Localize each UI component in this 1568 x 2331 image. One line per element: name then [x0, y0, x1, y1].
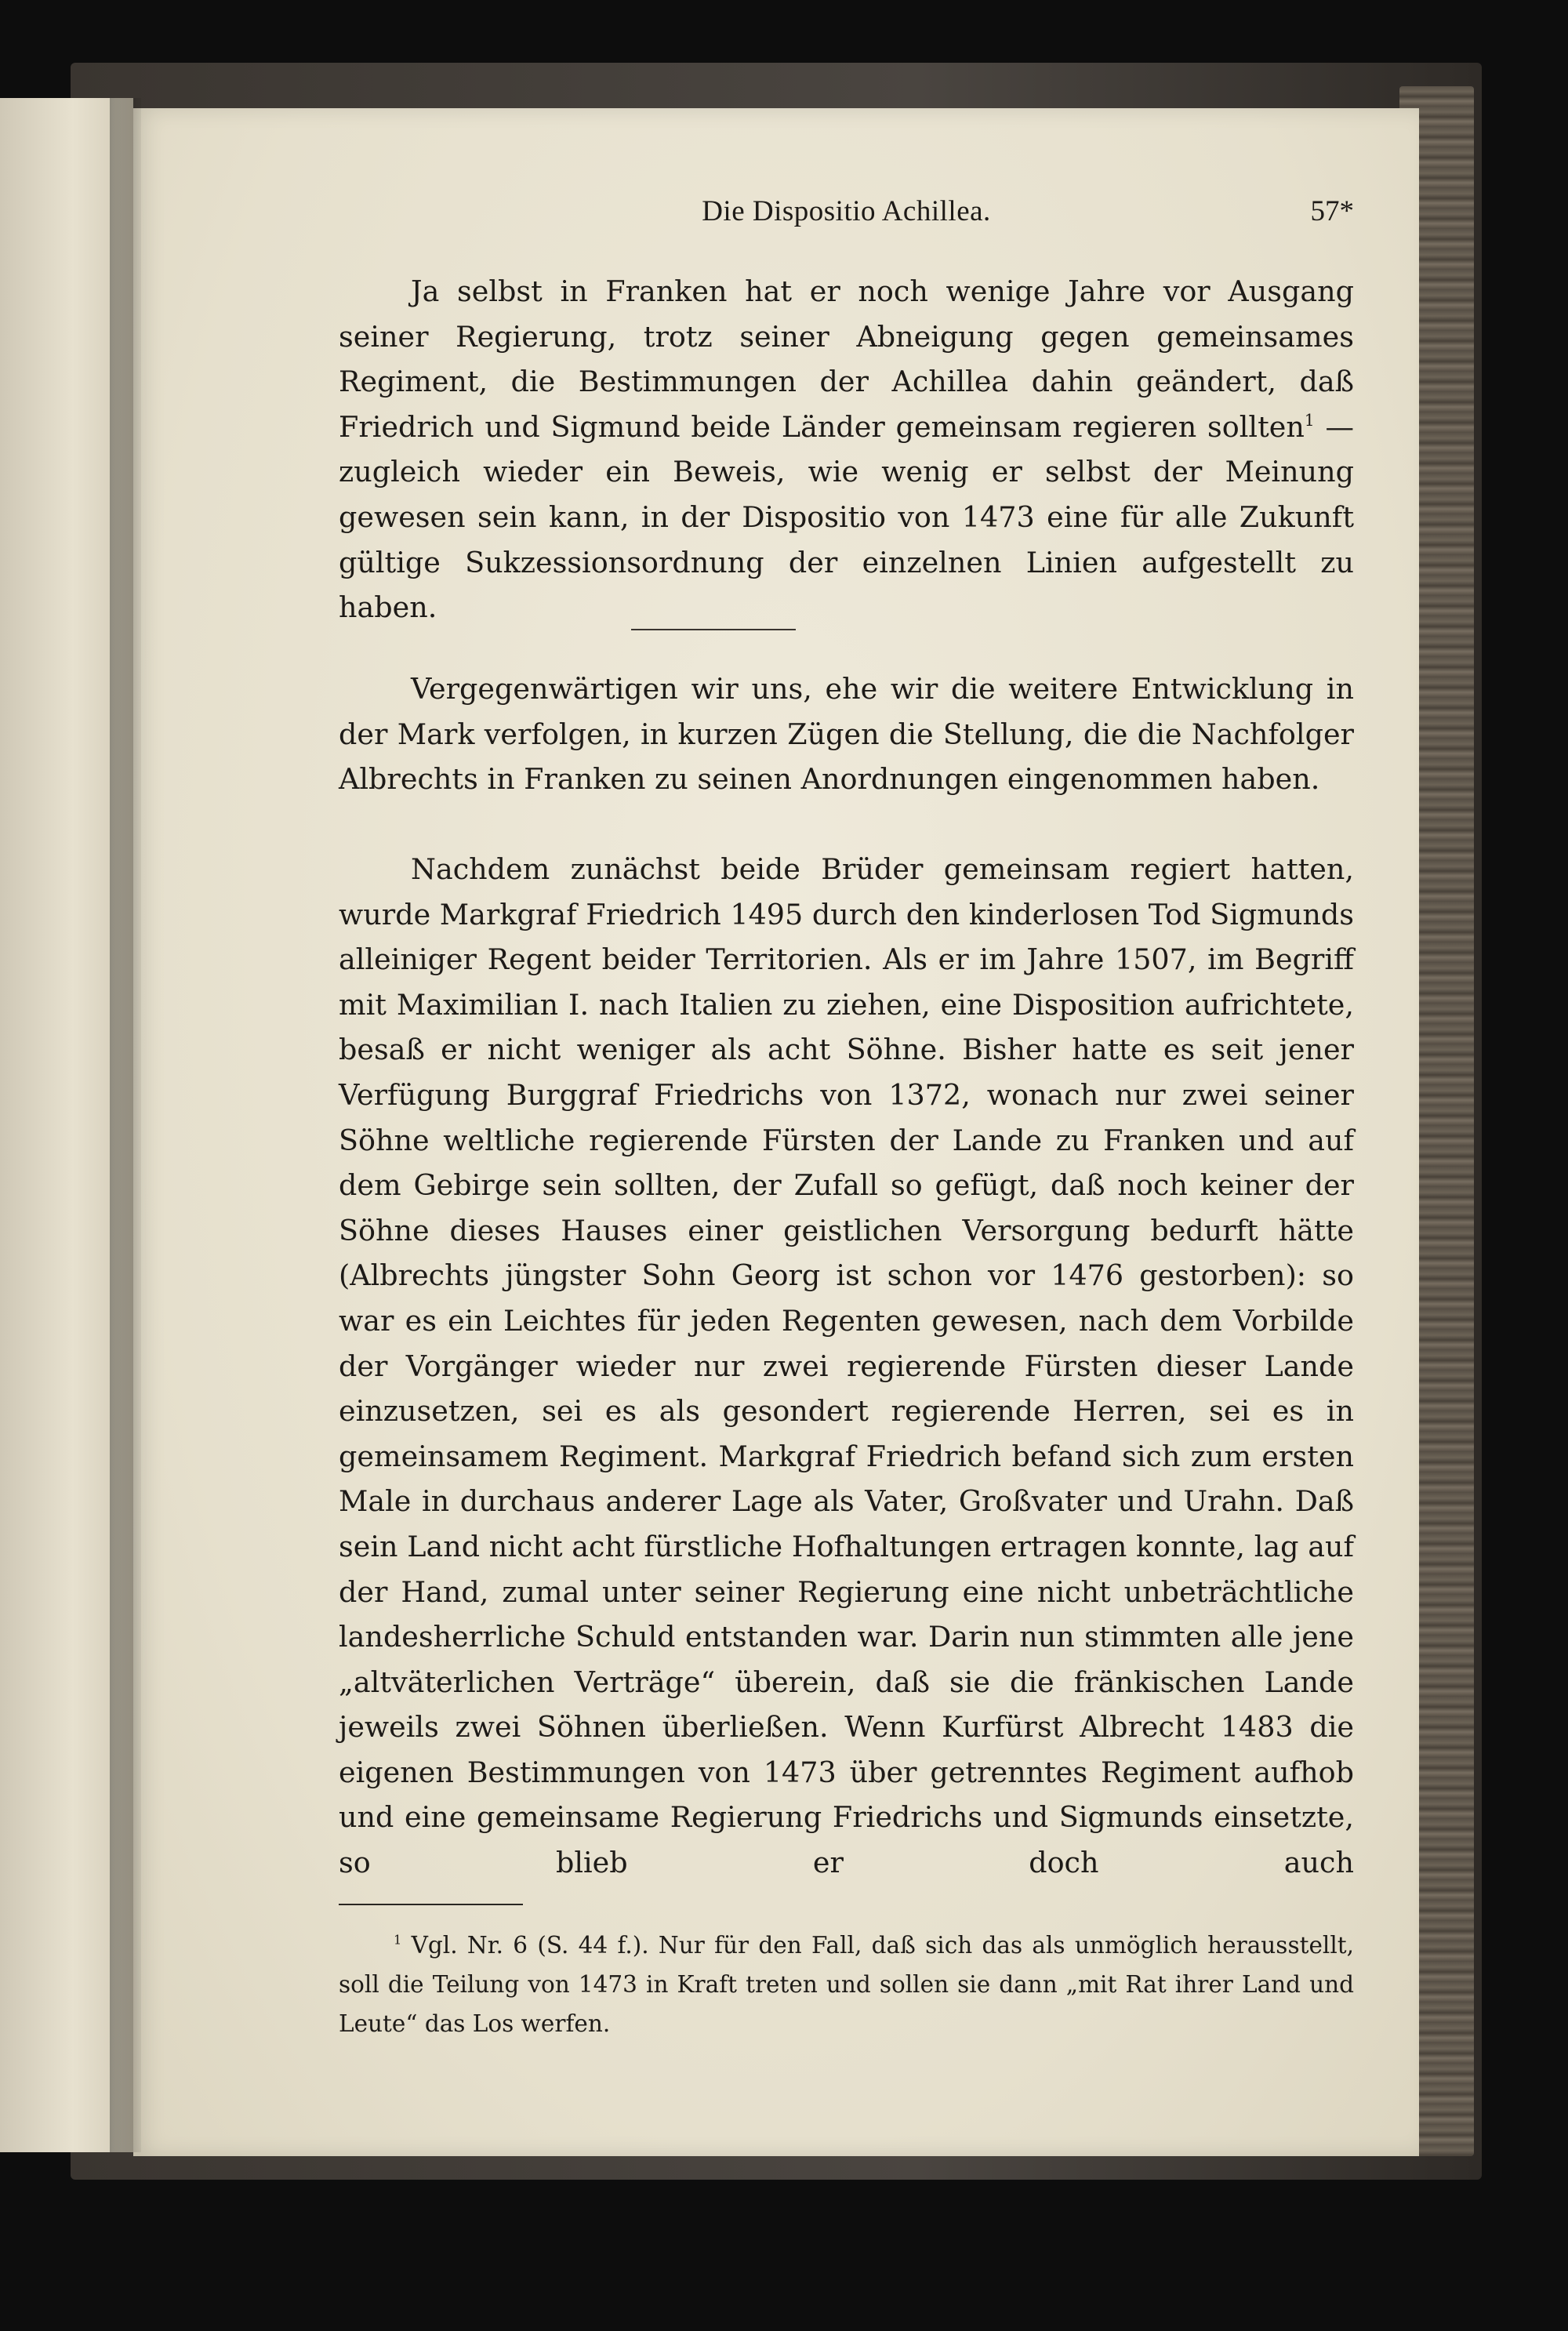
paragraph-3	[339, 847, 1354, 1886]
footnote-marker: 1	[394, 1932, 402, 1948]
section-divider	[631, 629, 796, 630]
page-header	[339, 194, 1354, 241]
footnote-text: Vgl. Nr. 6 (S. 44 f.). Nur für den Fall, daß sich das als unmöglich herausstellt, soll die Teilung von 1473 in Kraft treten und sollen sie dann „mit Rat ihrer Land und Leute“ das Los werfen.	[339, 1932, 1354, 2037]
running-head: Die Dispositio Achillea.	[702, 195, 991, 227]
paragraph-1-text: Ja selbst in Franken hat er noch wenige Jahre vor Ausgang seiner Regierung, trotz seiner Abneigung gegen gemeinsames Regiment, die Bestimmungen der Achillea dahin geändert, daß Friedrich und Sigmund beide Länder gemeinsam regieren sollten	[339, 274, 1354, 444]
paragraph-3-text: Nachdem zunächst beide Brüder gemeinsam regiert hatten, wurde Markgraf Friedrich 1495 durch den kinderlosen Tod Sigmunds alleiniger Regent beider Territorien. Als er im Jahre 1507, im Begriff mit Maximilian I. nach Italien zu ziehen, eine Disposition aufrichtete, besaß er nicht weniger als acht Söhne. Bisher hatte es seit jener Verfügung Burggraf Friedrichs von 1372, wonach nur zwei seiner Söhne weltliche regierende Fürsten der Lande zu Franken und auf dem Gebirge sein sollten, der Zufall so gefügt, daß noch keiner der Söhne dieses Hauses einer geistlichen Versorgung bedurft hätte (Albrechts jüngster Sohn Georg ist schon vor 1476 gestorben): so war es ein Leichtes für jeden Regenten gewesen, nach dem Vorbilde der Vorgänger wieder nur zwei regierende Fürsten dieser Lande einzusetzen, sei es als gesondert regierende Herren, sei es in gemeinsamem Regiment. Markgraf Friedrich befand sich zum ersten Male in durchaus anderer Lage als Vater, Großvater und Urahn. Daß sein Land nicht acht fürstliche Hofhaltungen ertragen konnte, lag auf der Hand, zumal unter seiner Regierung eine nicht unbeträchtliche landesherrliche Schuld entstanden war. Darin nun stimmten alle jene „altväterlichen Verträge“ überein, daß sie die fränkischen Lande jeweils zwei Söhnen überließen. Wenn Kurfürst Albrecht 1483 die eigenen Bestimmungen von 1473 über getrenntes Regiment aufhob und eine gemeinsame Regierung Friedrichs und Sigmunds einsetzte, so blieb er doch auch	[339, 852, 1354, 1880]
paragraph-2-text: Vergegenwärtigen wir uns, ehe wir die weitere Entwicklung in der Mark verfolgen, in kurzen Zügen die Stellung, die die Nachfolger Albrechts in Franken zu seinen Anordnungen eingenommen haben.	[339, 672, 1354, 797]
page-number: 57*	[1310, 195, 1354, 227]
footnote-1	[339, 1926, 1354, 2043]
book-page	[133, 108, 1419, 2156]
footnote-rule	[339, 1904, 523, 1905]
paragraph-1	[339, 269, 1354, 724]
paragraph-2	[339, 666, 1354, 802]
paragraph-1-text-end: — zugleich wieder ein Beweis, wie wenig er selbst der Meinung gewesen sein kann, in der Dispositio von 1473 eine für alle Zukunft gültige Sukzessionsordnung der einzelnen Linien aufgestellt zu haben.	[339, 409, 1354, 625]
footnote-ref-1: 1	[1304, 410, 1315, 430]
page-gutter-shadow	[110, 98, 141, 2152]
